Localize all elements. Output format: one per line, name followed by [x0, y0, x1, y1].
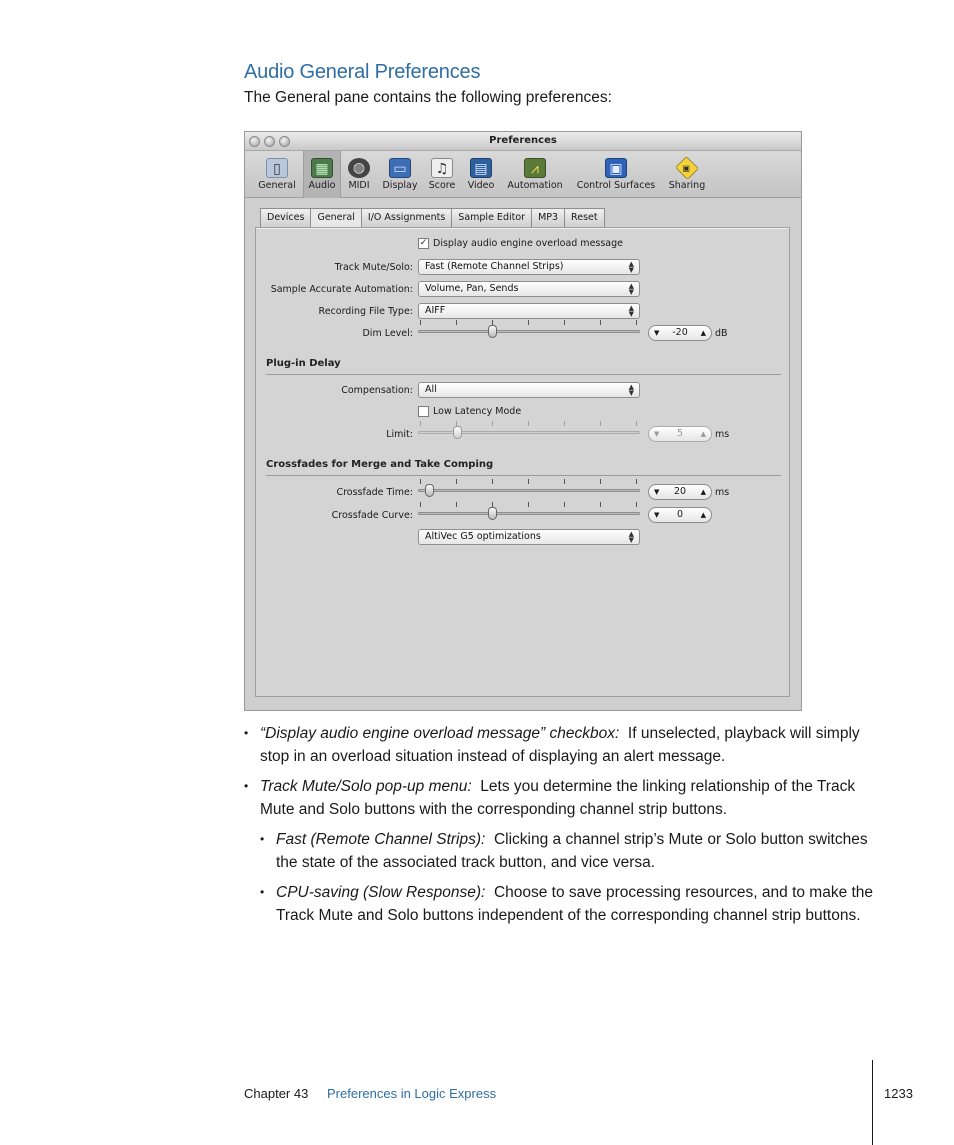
- dim-level-slider-knob[interactable]: [488, 325, 497, 338]
- increment-icon[interactable]: ▲: [700, 488, 706, 496]
- dim-level-stepper[interactable]: ▼ -20 ▲: [648, 325, 712, 341]
- crossfade-curve-label: Crossfade Curve:: [331, 510, 413, 521]
- sample-accurate-automation-popup[interactable]: Volume, Pan, Sends ▲ ▼: [418, 281, 640, 297]
- footer-chapter: Chapter 43: [244, 1086, 309, 1101]
- limit-label: Limit:: [386, 429, 413, 440]
- list-item: • “Display audio engine overload message” checkbox: If unselected, playback will simply stop in an overload situation instead of displaying an alert message.: [244, 722, 884, 768]
- section-heading: Audio General Preferences: [244, 61, 481, 83]
- divider: [266, 475, 781, 476]
- track-mute-solo-popup[interactable]: Fast (Remote Channel Strips) ▲ ▼: [418, 259, 640, 275]
- increment-icon[interactable]: ▲: [700, 430, 706, 438]
- limit-unit: ms: [715, 429, 730, 440]
- recording-file-type-popup[interactable]: AIFF ▲ ▼: [418, 303, 640, 319]
- crossfades-heading: Crossfades for Merge and Take Comping: [266, 459, 494, 470]
- bullet-icon: •: [244, 779, 249, 793]
- page-number: 1233: [884, 1086, 913, 1101]
- sharing-icon: ◈: [675, 156, 699, 180]
- video-icon: ▤: [470, 158, 492, 178]
- list-item: • Fast (Remote Channel Strips): Clicking a channel strip’s Mute or Solo button switches the state of the associated track button, and vice versa.: [260, 828, 884, 874]
- audio-icon: ▦: [311, 158, 333, 178]
- bullet-icon: •: [260, 832, 265, 846]
- crossfade-curve-slider-knob[interactable]: [488, 507, 497, 520]
- toolbar-control-surfaces-button[interactable]: ▣ Control Surfaces: [573, 151, 659, 198]
- automation-icon: ⩘: [524, 158, 546, 178]
- bullet-icon: •: [244, 726, 249, 740]
- recording-file-type-label: Recording File Type:: [318, 306, 413, 317]
- popup-arrows-icon: ▲ ▼: [628, 260, 634, 274]
- midi-icon: ◍: [348, 158, 370, 178]
- increment-icon[interactable]: ▲: [700, 329, 706, 337]
- decrement-icon[interactable]: ▼: [654, 511, 660, 519]
- compensation-popup[interactable]: All ▲ ▼: [418, 382, 640, 398]
- toolbar-sharing-button[interactable]: ◈ Sharing: [663, 151, 711, 198]
- limit-slider-knob[interactable]: [453, 426, 462, 439]
- bullet-icon: •: [260, 885, 265, 899]
- low-latency-label: Low Latency Mode: [433, 406, 522, 417]
- list-item: • Track Mute/Solo pop-up menu: Lets you determine the linking relationship of the Track Mute and Solo buttons with the corresponding channel strip buttons.: [244, 775, 884, 821]
- tab-bar: [260, 208, 605, 227]
- crossfade-time-label: Crossfade Time:: [336, 487, 413, 498]
- toolbar-general-button[interactable]: ▯ General: [255, 151, 299, 198]
- crossfade-curve-slider[interactable]: [418, 502, 640, 520]
- footer-divider: [872, 1060, 873, 1145]
- window-title: Preferences: [489, 135, 557, 146]
- toolbar-score-button[interactable]: ♫ Score: [425, 151, 459, 198]
- dim-level-unit: dB: [715, 328, 728, 339]
- tab-mp3[interactable]: MP3: [531, 208, 564, 227]
- overload-message-checkbox[interactable]: ✓: [419, 238, 428, 248]
- preferences-toolbar: [245, 151, 801, 198]
- limit-stepper[interactable]: ▼ 5 ▲: [648, 426, 712, 442]
- popup-arrows-icon: ▲ ▼: [628, 282, 634, 296]
- sample-accurate-automation-label: Sample Accurate Automation:: [270, 284, 413, 295]
- popup-arrows-icon: ▲ ▼: [628, 530, 634, 544]
- toolbar-automation-button[interactable]: ⩘ Automation: [503, 151, 567, 198]
- toolbar-midi-button[interactable]: ◍ MIDI: [348, 160, 370, 191]
- popup-arrows-icon: ▲ ▼: [628, 304, 634, 318]
- crossfade-time-stepper[interactable]: ▼ 20 ▲: [648, 484, 712, 500]
- overload-message-label: Display audio engine overload message: [433, 238, 624, 249]
- general-pane: [255, 227, 790, 697]
- optimizations-popup[interactable]: AltiVec G5 optimizations ▲ ▼: [418, 529, 640, 545]
- decrement-icon[interactable]: ▼: [654, 329, 660, 337]
- dim-level-label: Dim Level:: [362, 328, 413, 339]
- compensation-label: Compensation:: [341, 385, 413, 396]
- toolbar-display-button[interactable]: ▭ Display: [379, 151, 421, 198]
- intro-text: The General pane contains the following preferences:: [244, 89, 612, 106]
- track-mute-solo-label: Track Mute/Solo:: [334, 262, 413, 273]
- score-icon: ♫: [431, 158, 453, 178]
- crossfade-time-unit: ms: [715, 487, 730, 498]
- bullet-list: [244, 722, 884, 934]
- display-icon: ▭: [389, 158, 411, 178]
- plugin-delay-heading: Plug-in Delay: [266, 358, 341, 369]
- increment-icon[interactable]: ▲: [700, 511, 706, 519]
- preferences-window: [244, 131, 802, 711]
- crossfade-time-slider-knob[interactable]: [425, 484, 434, 497]
- popup-arrows-icon: ▲ ▼: [628, 383, 634, 397]
- dim-level-slider[interactable]: [418, 320, 640, 338]
- limit-slider[interactable]: [418, 421, 640, 439]
- tab-sample-editor[interactable]: Sample Editor: [451, 208, 531, 227]
- crossfade-curve-stepper[interactable]: ▼ 0 ▲: [648, 507, 712, 523]
- tab-io-assignments[interactable]: I/O Assignments: [361, 208, 451, 227]
- decrement-icon[interactable]: ▼: [654, 430, 660, 438]
- toolbar-video-button[interactable]: ▤ Video: [463, 151, 499, 198]
- footer-chapter-title: Preferences in Logic Express: [327, 1086, 497, 1101]
- crossfade-time-slider[interactable]: [418, 479, 640, 497]
- control-surfaces-icon: ▣: [605, 158, 627, 178]
- toolbar-audio-button[interactable]: ▦ Audio: [303, 151, 341, 198]
- list-item: • CPU-saving (Slow Response): Choose to save processing resources, and to make the Track Mute and Solo buttons independent of the corresponding channel strip buttons.: [260, 881, 884, 927]
- tab-devices[interactable]: Devices: [260, 208, 310, 227]
- title-bar: [245, 132, 801, 151]
- decrement-icon[interactable]: ▼: [654, 488, 660, 496]
- divider: [266, 374, 781, 375]
- tab-reset[interactable]: Reset: [564, 208, 605, 227]
- tab-general[interactable]: General: [310, 208, 360, 227]
- general-icon: ▯: [266, 158, 288, 178]
- low-latency-checkbox[interactable]: [418, 406, 429, 417]
